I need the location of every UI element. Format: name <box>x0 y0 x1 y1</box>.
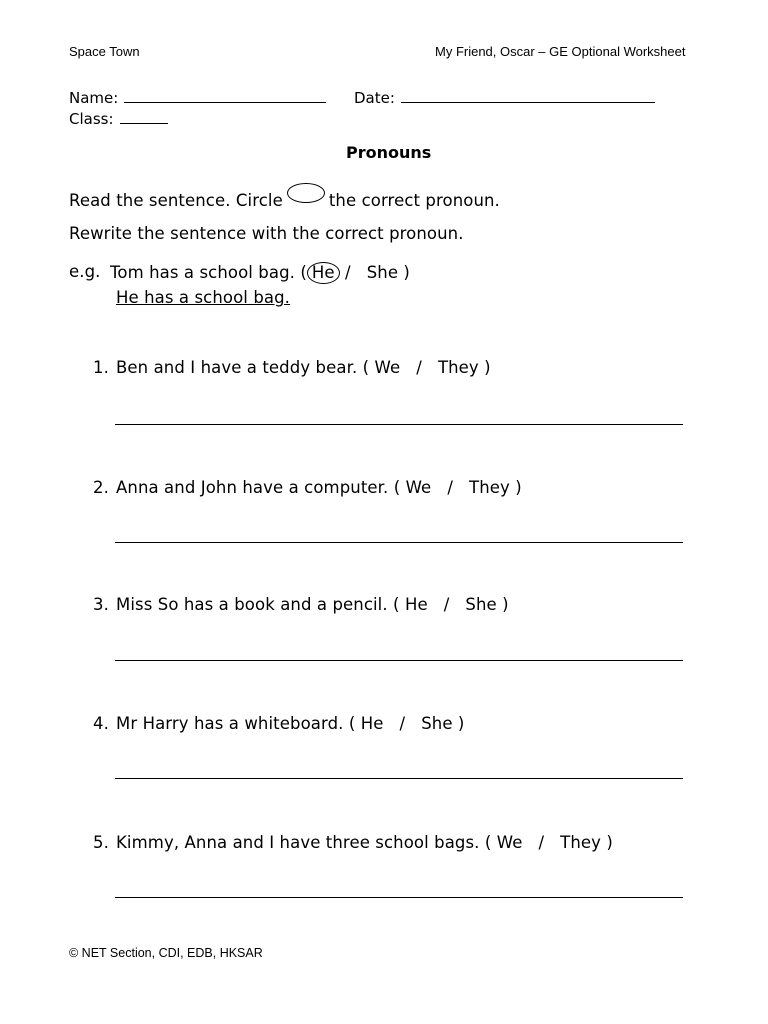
question-text: Anna and John have a computer. ( We / They ) <box>116 478 522 497</box>
footer-copyright: © NET Section, CDI, EDB, HKSAR <box>69 946 263 960</box>
example-sentence <box>110 262 410 284</box>
date-blank[interactable] <box>401 88 655 103</box>
question-text: Kimmy, Anna and I have three school bags. ( We / They ) <box>116 833 613 852</box>
question-number: 1. <box>93 358 109 377</box>
name-field <box>69 88 326 107</box>
example-options: / She ) <box>339 263 410 282</box>
class-field <box>69 109 168 128</box>
question-text: Mr Harry has a whiteboard. ( He / She ) <box>116 714 465 733</box>
date-label: Date: <box>354 89 395 107</box>
question-text: Ben and I have a teddy bear. ( We / They ) <box>116 358 491 377</box>
answer-line[interactable] <box>115 424 683 425</box>
answer-line[interactable] <box>115 542 683 543</box>
class-label: Class: <box>69 110 114 128</box>
instruction-line-2: Rewrite the sentence with the correct pronoun. <box>69 224 464 243</box>
class-blank[interactable] <box>120 109 168 124</box>
example-text: Tom has a school bag. ( <box>110 263 307 282</box>
example-prefix: e.g. <box>69 262 101 281</box>
question-number: 2. <box>93 478 109 497</box>
answer-line[interactable] <box>115 660 683 661</box>
oval-icon <box>287 183 325 203</box>
page-title: Pronouns <box>346 143 432 162</box>
example-answer: He has a school bag. <box>116 288 291 307</box>
header-right: My Friend, Oscar – GE Optional Worksheet <box>435 44 686 59</box>
header-left: Space Town <box>69 44 140 59</box>
answer-line[interactable] <box>115 897 683 898</box>
answer-line[interactable] <box>115 778 683 779</box>
example-circled-pronoun: He <box>307 262 340 284</box>
instruction-before: Read the sentence. Circle <box>69 191 283 210</box>
name-label: Name: <box>69 89 119 107</box>
instruction-after: the correct pronoun. <box>328 191 500 210</box>
question-text: Miss So has a book and a pencil. ( He / She ) <box>116 595 509 614</box>
date-field <box>354 88 655 107</box>
instruction-line-1 <box>69 183 500 210</box>
name-blank[interactable] <box>124 88 326 103</box>
question-number: 4. <box>93 714 109 733</box>
question-number: 3. <box>93 595 109 614</box>
question-number: 5. <box>93 833 109 852</box>
